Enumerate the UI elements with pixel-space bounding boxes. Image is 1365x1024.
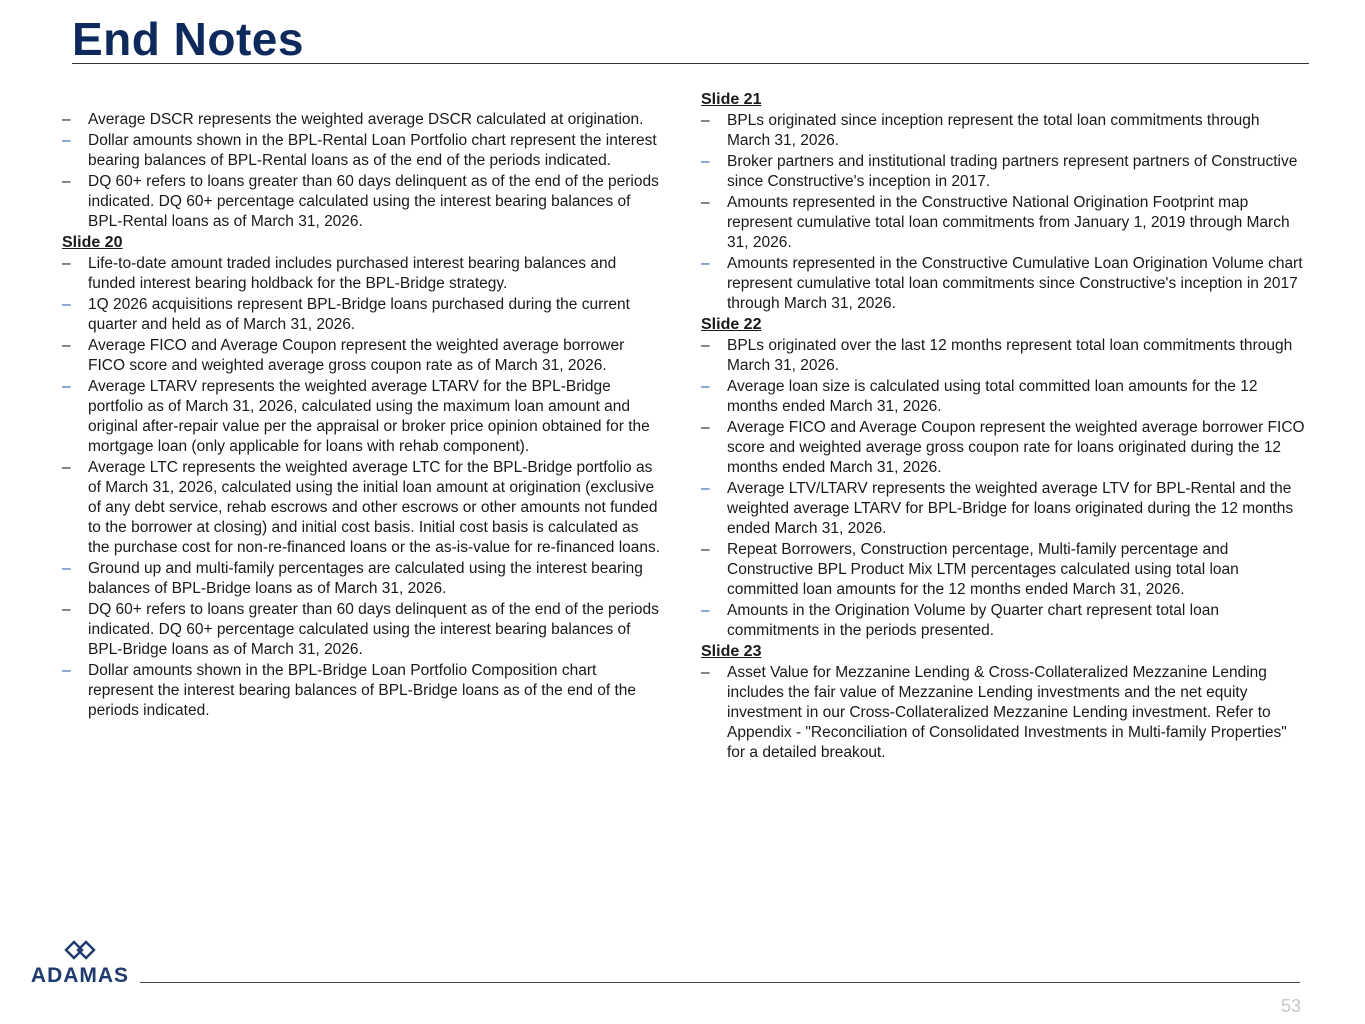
company-logo [26, 938, 134, 990]
note-item [701, 418, 1306, 478]
note-text: Average FICO and Average Coupon represent the weighted average borrower FICO score and weighted average gross coupon rate as of March 31, 2026. [88, 337, 625, 374]
note-item [701, 377, 1306, 417]
bullet-dash: – [62, 132, 71, 149]
right-column [701, 90, 1306, 764]
bullet-dash: – [62, 255, 71, 272]
note-text: Dollar amounts shown in the BPL-Rental Loan Portfolio chart represent the interest bearing balances of BPL-Rental loans as of the end of the periods indicated. [88, 132, 657, 169]
note-item [701, 111, 1306, 151]
note-text: Broker partners and institutional trading partners represent partners of Constructive since Constructive's inception in 2017. [727, 153, 1298, 190]
note-text: Average LTV/LTARV represents the weighted average LTV for BPL-Rental and the weighted average LTARV for BPL-Bridge for loans originated during the 12 months ended March 31, 2026. [727, 480, 1294, 537]
bullet-dash: – [62, 111, 71, 128]
note-text: Repeat Borrowers, Construction percentage, Multi-family percentage and Constructive BPL Product Mix LTM percentages calculated using total loan committed loan amounts for the 12 months ended March 31, 2026. [727, 541, 1239, 598]
note-item [701, 193, 1306, 253]
note-text: Amounts represented in the Constructive Cumulative Loan Origination Volume chart represent cumulative total loan commitments since Constructive's inception in 2017 through March 31, 2026. [727, 255, 1303, 312]
bullet-dash: – [701, 378, 710, 395]
bullet-dash: – [701, 255, 710, 272]
bullet-dash: – [701, 664, 710, 681]
note-item [701, 254, 1306, 314]
note-item [62, 254, 662, 294]
note-item [62, 131, 662, 171]
bullet-dash: – [701, 419, 710, 436]
bullet-dash: – [62, 662, 71, 679]
bullet-dash: – [701, 541, 710, 558]
note-item [62, 172, 662, 232]
note-item [701, 601, 1306, 641]
note-item [701, 152, 1306, 192]
note-item [62, 600, 662, 660]
note-text: DQ 60+ refers to loans greater than 60 days delinquent as of the end of the periods indicated. DQ 60+ percentage calculated using the interest bearing balances of BPL-Rental loans as of March 31, 2026. [88, 173, 659, 230]
footer-divider [140, 982, 1300, 983]
note-text: Asset Value for Mezzanine Lending & Cross-Collateralized Mezzanine Lending includes the fair value of Mezzanine Lending investments and the net equity investment in our Cross-Collateralized Mezzanine Lending investment. Refer to Appendix - "Reconciliation of Consolidated Investments in Multi-family Properties" for a detailed breakout. [727, 664, 1287, 761]
note-text: Amounts in the Origination Volume by Quarter chart represent total loan commitments in the periods presented. [727, 602, 1219, 639]
bullet-dash: – [701, 602, 710, 619]
note-item [62, 458, 662, 558]
section-heading: Slide 20 [62, 234, 123, 251]
note-text: 1Q 2026 acquisitions represent BPL-Bridge loans purchased during the current quarter and held as of March 31, 2026. [88, 296, 630, 333]
note-text: DQ 60+ refers to loans greater than 60 days delinquent as of the end of the periods indicated. DQ 60+ percentage calculated using the interest bearing balances of BPL-Bridge loans as of March 31, 2026. [88, 601, 659, 658]
note-text: Average FICO and Average Coupon represent the weighted average borrower FICO score and weighted average gross coupon rate for loans originated during the 12 months ended March 31, 2026. [727, 419, 1305, 476]
section-heading: Slide 23 [701, 643, 762, 660]
note-text: Amounts represented in the Constructive National Origination Footprint map represent cumulative total loan commitments from January 1, 2019 through March 31, 2026. [727, 194, 1290, 251]
bullet-dash: – [701, 480, 710, 497]
note-item [62, 295, 662, 335]
left-column [62, 110, 662, 722]
note-text: Average LTARV represents the weighted average LTARV for the BPL-Bridge portfolio as of March 31, 2026, calculated using the maximum loan amount and original after-repair value per the appraisal or broker price opinion obtained for the mortgage loan (only applicable for loans with rehab component). [88, 378, 650, 455]
bullet-dash: – [62, 378, 71, 395]
bullet-dash: – [62, 560, 71, 577]
logo-mark-icon [62, 938, 98, 962]
bullet-dash: – [62, 337, 71, 354]
bullet-dash: – [701, 337, 710, 354]
bullet-dash: – [701, 153, 710, 170]
note-text: Ground up and multi-family percentages are calculated using the interest bearing balances of BPL-Bridge loans as of March 31, 2026. [88, 560, 643, 597]
note-item [62, 377, 662, 457]
note-item [701, 663, 1306, 763]
section-heading: Slide 21 [701, 91, 762, 108]
page-title: End Notes [72, 13, 304, 65]
note-text: Dollar amounts shown in the BPL-Bridge Loan Portfolio Composition chart represent the interest bearing balances of BPL-Bridge loans as of the end of the periods indicated. [88, 662, 637, 719]
bullet-dash: – [62, 173, 71, 190]
note-item [62, 661, 662, 721]
note-text: Average loan size is calculated using total committed loan amounts for the 12 months ended March 31, 2026. [727, 378, 1258, 415]
page-number: 53 [1280, 996, 1301, 1016]
note-text: Life-to-date amount traded includes purchased interest bearing balances and funded interest bearing holdback for the BPL-Bridge strategy. [88, 255, 617, 292]
note-item [701, 336, 1306, 376]
note-text: BPLs originated over the last 12 months represent total loan commitments through March 31, 2026. [727, 337, 1293, 374]
logo-text: ADAMAS [30, 964, 130, 987]
title-divider [72, 63, 1309, 64]
bullet-dash: – [62, 296, 71, 313]
bullet-dash: – [701, 112, 710, 129]
note-text: BPLs originated since inception represent the total loan commitments through March 31, 2026. [727, 112, 1260, 149]
note-item [701, 540, 1306, 600]
note-item [62, 110, 662, 130]
bullet-dash: – [62, 459, 71, 476]
note-item [701, 479, 1306, 539]
section-heading: Slide 22 [701, 316, 762, 333]
note-item [62, 336, 662, 376]
note-text: Average DSCR represents the weighted average DSCR calculated at origination. [88, 111, 644, 128]
bullet-dash: – [62, 601, 71, 618]
note-item [62, 559, 662, 599]
note-text: Average LTC represents the weighted average LTC for the BPL-Bridge portfolio as of March 31, 2026, calculated using the initial loan amount at origination (exclusive of any debt service, rehab escrows and other escrows or other amounts not funded to the borrower at closing) and initial cost basis. Initial cost basis is calculated as the purchase cost for non-re-financed loans or the as-is-value for re-financed loans. [88, 459, 661, 556]
bullet-dash: – [701, 194, 710, 211]
